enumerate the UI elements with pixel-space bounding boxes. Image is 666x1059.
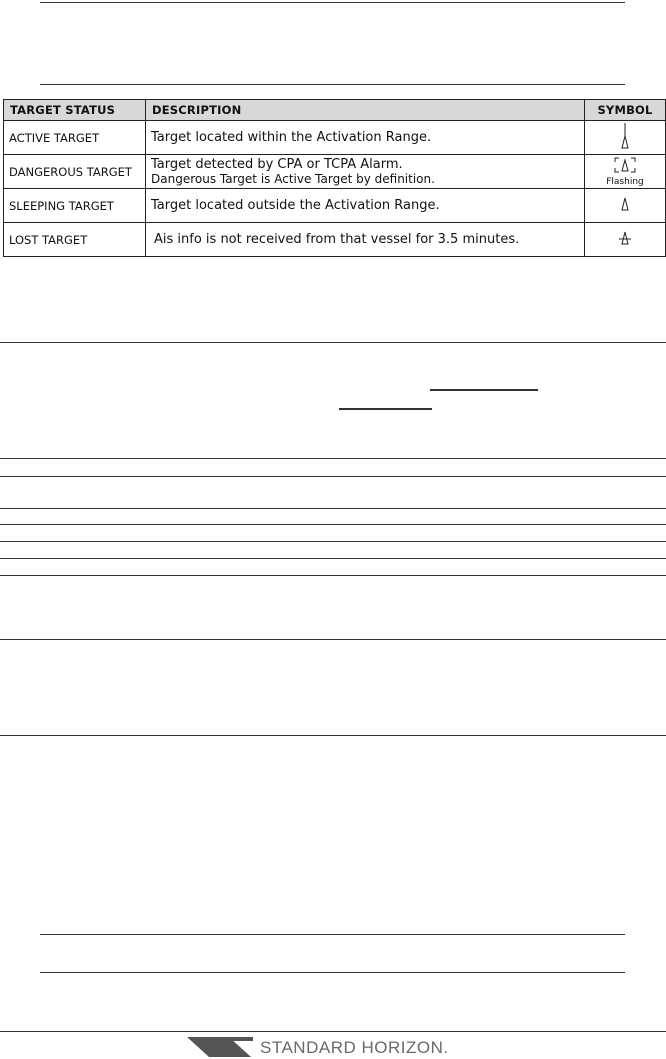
table-row <box>4 223 666 257</box>
description-cell <box>146 121 585 155</box>
symbol-cell <box>585 155 666 189</box>
rule <box>0 639 666 640</box>
rule <box>0 558 666 559</box>
footer-rule <box>0 1031 666 1032</box>
status-cell: ACTIVE TARGET <box>4 121 146 155</box>
description-line: Ais info is not received from that vessel for 3.5 minutes. <box>154 232 520 247</box>
ais-target-status-table <box>3 99 666 257</box>
rule <box>40 972 625 973</box>
standard-horizon-logo <box>187 1035 497 1059</box>
logo-mark-icon <box>187 1035 255 1059</box>
rule <box>0 575 666 576</box>
rule <box>40 84 625 85</box>
header-description: DESCRIPTION <box>146 100 585 121</box>
rule <box>0 342 666 343</box>
rule <box>0 508 666 509</box>
dangerous-target-icon <box>614 157 636 173</box>
description-line: Dangerous Target is Active Target by definition. <box>151 171 435 186</box>
rule <box>0 541 666 542</box>
table-header-row <box>4 100 666 121</box>
top-rule <box>40 2 625 3</box>
rule <box>0 735 666 736</box>
description-line: Target located within the Activation Range. <box>151 130 432 145</box>
underline-mark <box>339 408 432 410</box>
header-symbol: SYMBOL <box>585 100 666 121</box>
rule <box>0 458 666 459</box>
status-cell: LOST TARGET <box>4 223 146 257</box>
description-cell <box>146 223 585 257</box>
table-row <box>4 155 666 189</box>
description-cell <box>146 155 585 189</box>
rule <box>0 476 666 477</box>
header-target-status: TARGET STATUS <box>4 100 146 121</box>
flashing-label: Flashing <box>606 176 644 187</box>
status-cell: SLEEPING TARGET <box>4 189 146 223</box>
symbol-cell <box>585 121 666 155</box>
underline-mark <box>430 389 538 391</box>
symbol-cell <box>585 189 666 223</box>
symbol-cell <box>585 223 666 257</box>
sleeping-target-icon <box>619 196 631 212</box>
table-row <box>4 189 666 223</box>
active-target-icon <box>618 122 632 150</box>
description-line: Target detected by CPA or TCPA Alarm. <box>151 156 403 172</box>
description-cell <box>146 189 585 223</box>
lost-target-icon <box>618 230 632 246</box>
rule <box>0 524 666 525</box>
rule <box>40 934 625 935</box>
description-line: Target located outside the Activation Range. <box>151 198 440 213</box>
table-row <box>4 121 666 155</box>
status-cell: DANGEROUS TARGET <box>4 155 146 189</box>
brand-name: STANDARD HORIZON. <box>260 1038 449 1057</box>
